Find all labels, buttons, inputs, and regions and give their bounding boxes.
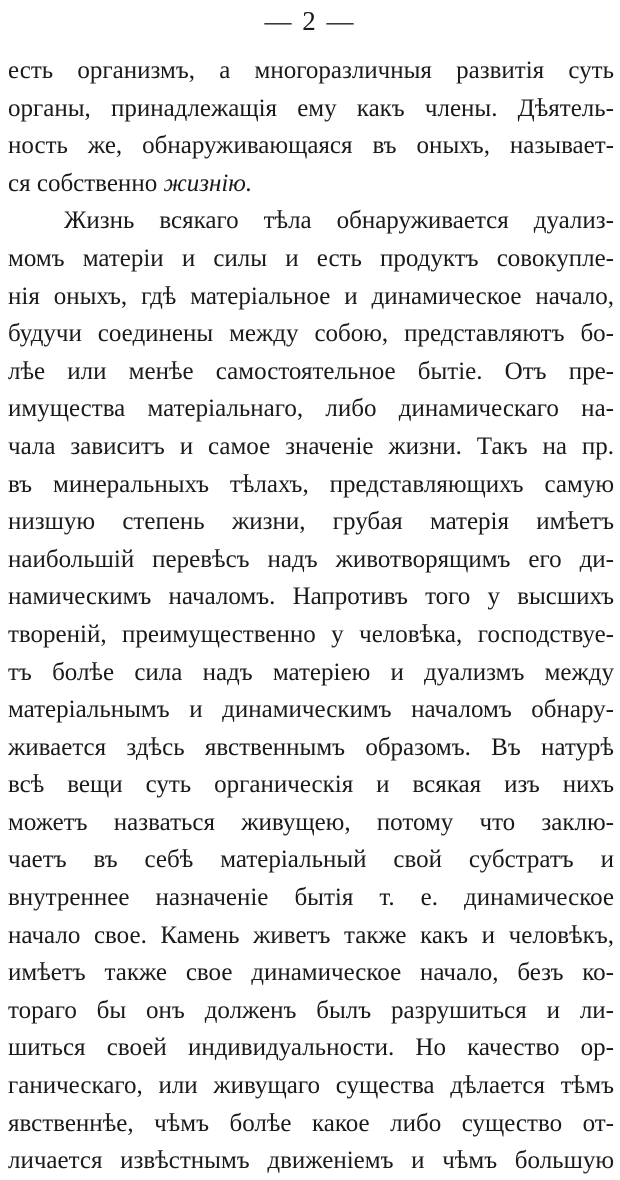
- text-line: лѣе или менѣе самостоятельное бытіе. Отъ пре-: [8, 357, 614, 385]
- text-line: личается извѣстнымъ движеніемъ и чѣмъ большую: [8, 1147, 614, 1175]
- text-line: твореній, преимущественно у человѣка, господствуе-: [8, 620, 614, 648]
- text-line: ность же, обнаруживающаяся въ оныхъ, называет-: [8, 132, 614, 160]
- paragraph-2: [8, 202, 614, 1179]
- text-line: низшую степень жизни, грубая матерія имѣетъ: [8, 508, 614, 536]
- text-line: матеріальнымъ и динамическимъ началомъ обнару-: [8, 696, 614, 724]
- text-line: будучи соединены между собою, представляютъ бо-: [8, 320, 614, 348]
- text-line: тораго бы онъ долженъ былъ разрушиться и ли-: [8, 996, 614, 1024]
- text-line: есть организмъ, а многоразличныя развитія суть: [8, 57, 614, 84]
- text-line: начало свое. Камень живетъ также какъ и человѣкъ,: [8, 921, 614, 949]
- text-line: момъ матеріи и силы и есть продуктъ совокупле-: [8, 244, 614, 272]
- text-line: въ минеральныхъ тѣлахъ, представляющихъ самую: [8, 470, 614, 498]
- paragraph-1: [8, 52, 614, 202]
- text-line: живается здѣсь явственнымъ образомъ. Въ натурѣ: [8, 733, 614, 761]
- text-line: ганическаго, или живущаго существа дѣлается тѣмъ: [8, 1072, 614, 1100]
- text-line: тъ болѣе сила надъ матеріею и дуализмъ между: [8, 658, 614, 686]
- text-line: имѣетъ также свое динамическое начало, безъ ко-: [8, 959, 614, 987]
- text-line: чаетъ въ себѣ матеріальный свой субстратъ и: [8, 846, 614, 874]
- text-line: органы, принадлежащія ему какъ члены. Дѣятель-: [8, 94, 614, 122]
- text-line: можетъ назваться живущею, потому что заклю-: [8, 808, 614, 836]
- text-line: наибольшій перевѣсъ надъ животворящимъ его ди-: [8, 545, 614, 573]
- text-line: [8, 165, 614, 203]
- text-line: нія оныхъ, гдѣ матеріальное и динамическое начало,: [8, 282, 614, 310]
- text-line-start: ся собственно: [8, 169, 164, 197]
- text-line: внутреннее назначеніе бытія т. е. динамическое: [8, 884, 614, 912]
- body-text: [8, 52, 614, 1180]
- text-line: всѣ вещи суть органическія и всякая изъ нихъ: [8, 771, 614, 799]
- text-line: явственнѣе, чѣмъ болѣе какое либо существо от-: [8, 1109, 614, 1137]
- page-number: — 2 —: [264, 6, 356, 36]
- text-line: намическимъ началомъ. Напротивъ того у высшихъ: [8, 583, 614, 611]
- text-line: имущества матеріальнаго, либо динамическаго на-: [8, 395, 614, 423]
- emphasized-word: жизнію.: [163, 169, 253, 197]
- text-line: шиться своей индивидуальности. Но качество ор-: [8, 1034, 614, 1062]
- text-line: чала зависитъ и самое значеніе жизни. Такъ на пр.: [8, 432, 614, 460]
- text-line: Жизнь всякаго тѣла обнаруживается дуализ-: [64, 207, 614, 235]
